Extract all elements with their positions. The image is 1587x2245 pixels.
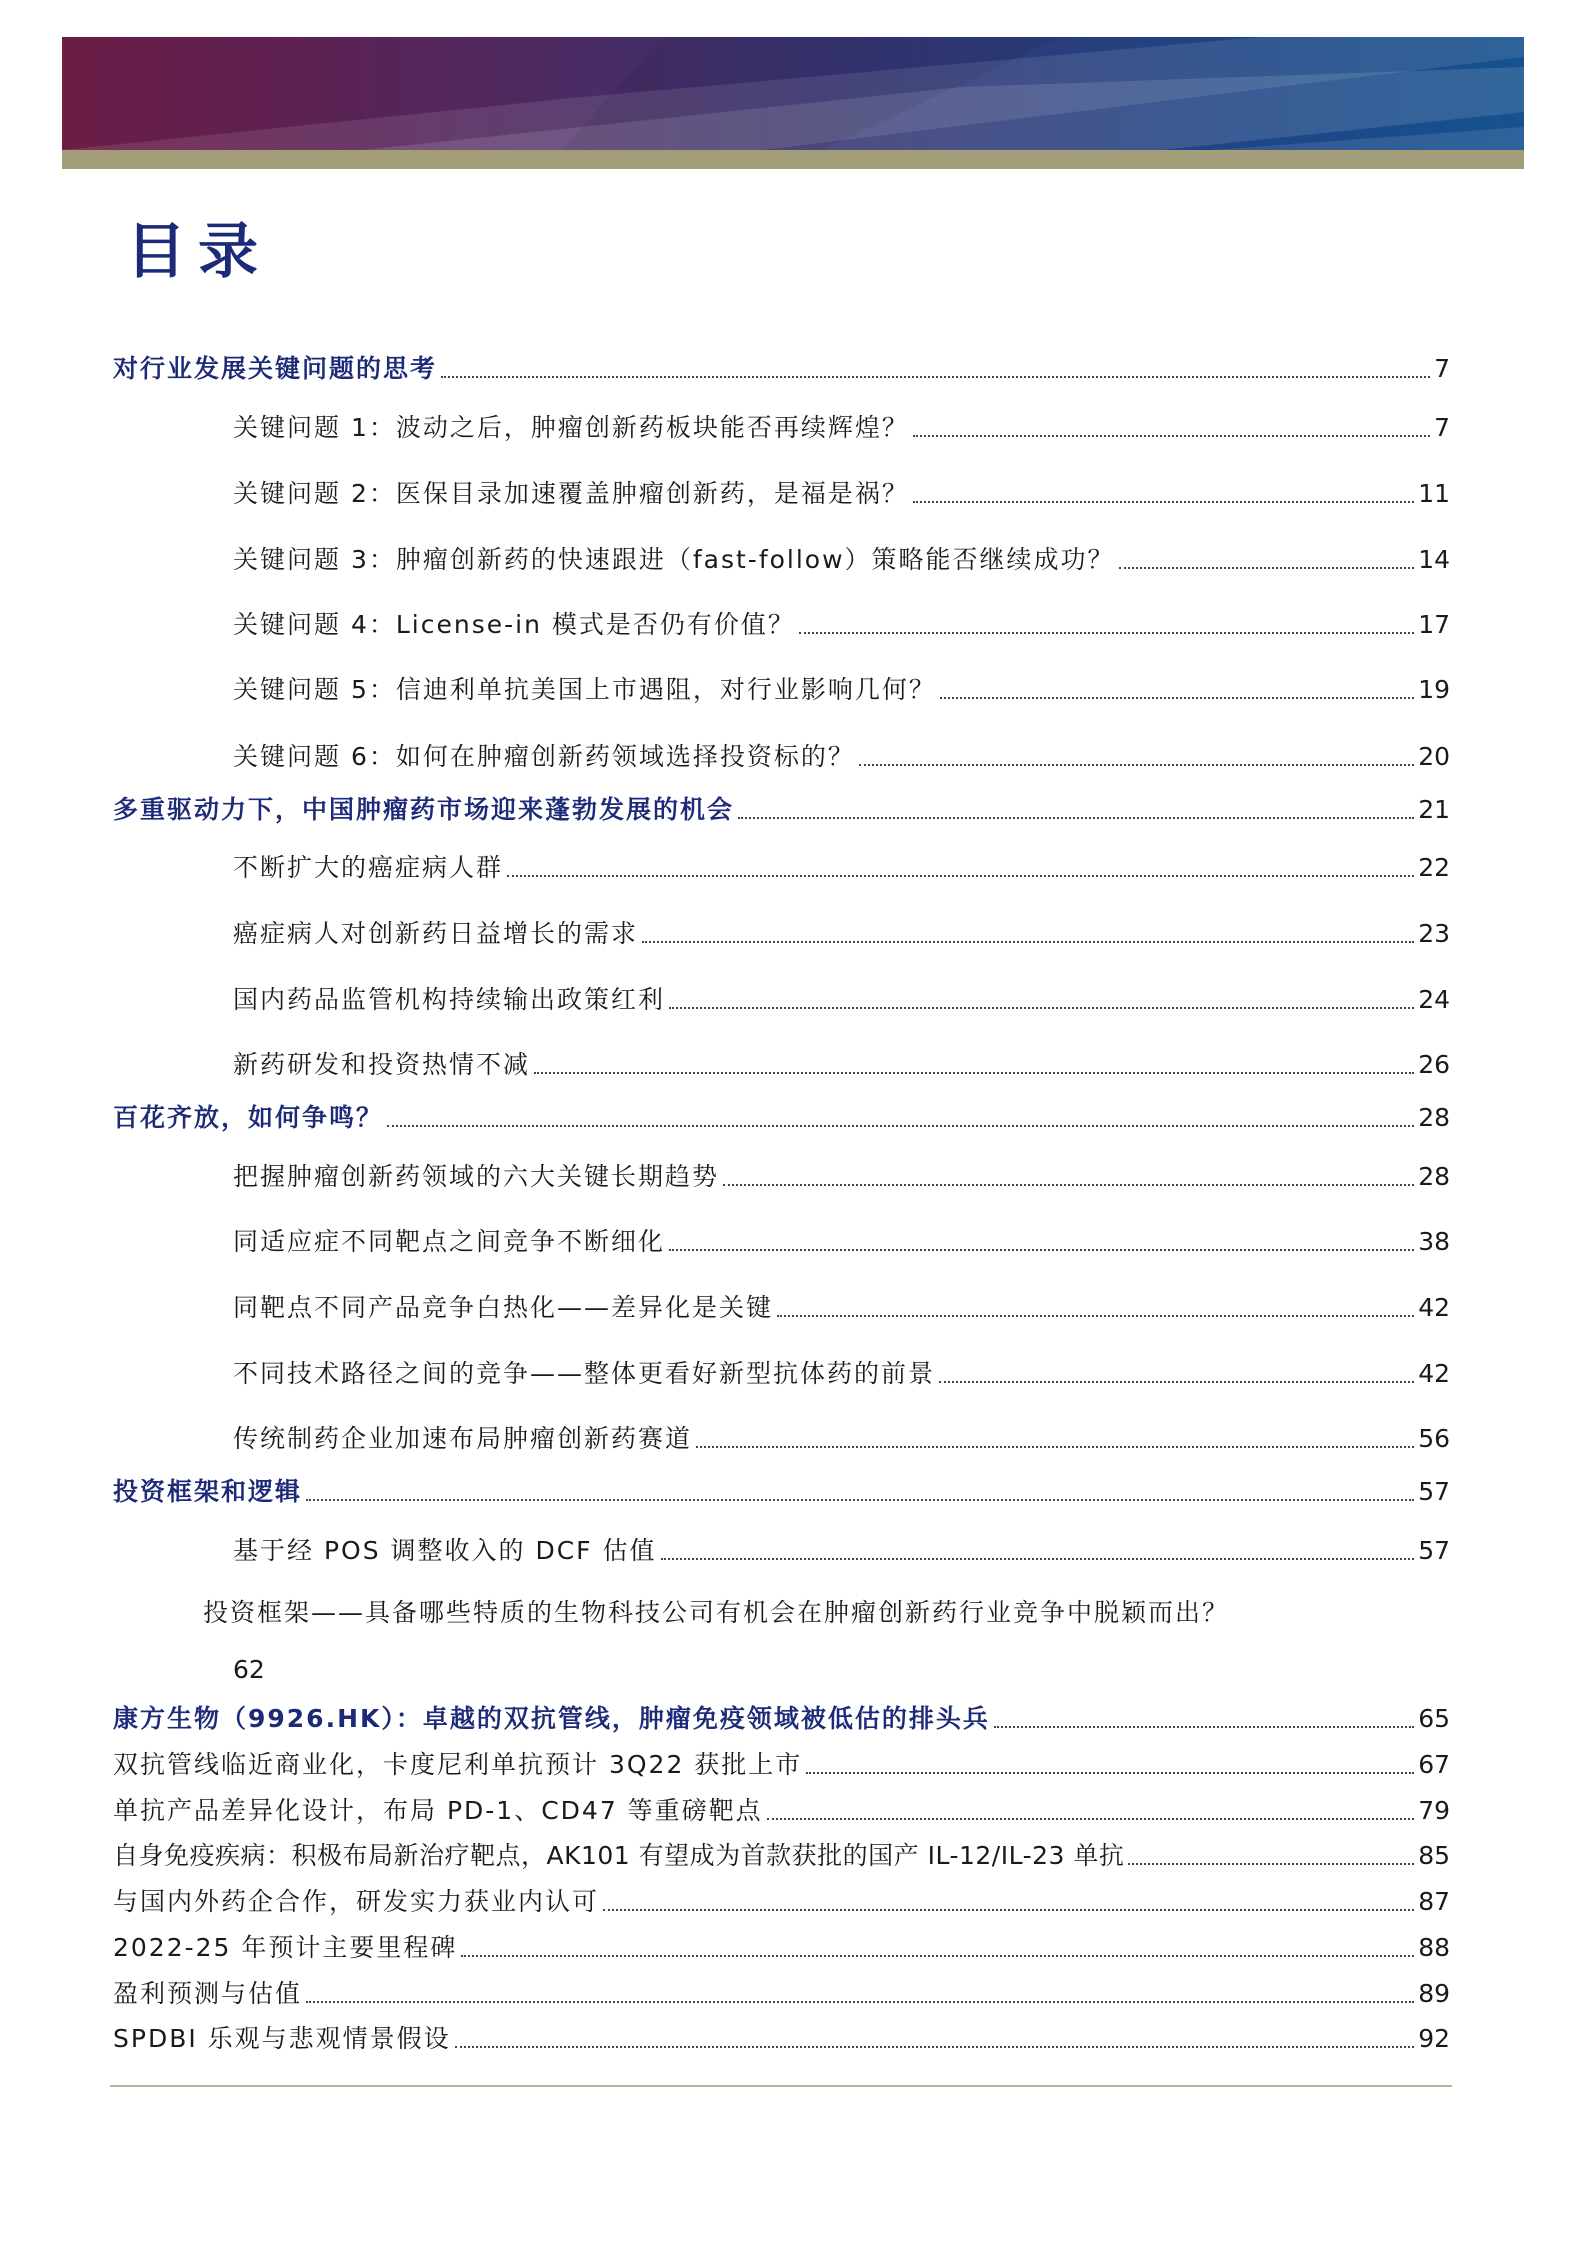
- toc-entry-page: 88: [1418, 1933, 1450, 1962]
- toc-entry-label: 投资框架——具备哪些特质的生物科技公司有机会在肿瘤创新药行业竞争中脱颖而出？: [203, 1598, 1230, 1627]
- toc-leader: [603, 1909, 1414, 1911]
- toc-entry-page: 7: [1434, 354, 1450, 383]
- toc-entry-page: 67: [1418, 1750, 1450, 1779]
- toc-entry-label: 关键问题 3：肿瘤创新药的快速跟进（fast-follow）策略能否继续成功？: [233, 545, 1115, 574]
- toc-entry-page: 89: [1418, 1979, 1450, 2008]
- toc-leader: [723, 1184, 1414, 1186]
- toc-entry-label: 不同技术路径之间的竞争——整体更看好新型抗体药的前景: [233, 1359, 936, 1388]
- toc-entry-label: 百花齐放，如何争鸣？: [113, 1103, 384, 1132]
- toc-entry-page: 42: [1418, 1359, 1450, 1388]
- toc-leader: [940, 697, 1414, 699]
- toc-entry-label: 多重驱动力下，中国肿瘤药市场迎来蓬勃发展的机会: [113, 795, 735, 824]
- toc-entry[interactable]: [113, 1474, 1450, 1510]
- toc-entry-page: 57: [1418, 1477, 1450, 1506]
- toc-leader: [669, 1249, 1414, 1251]
- toc-entry-label: 新药研发和投资热情不减: [233, 1050, 531, 1079]
- toc-entry[interactable]: [113, 1884, 1450, 1920]
- toc-leader: [859, 764, 1414, 766]
- toc-leader: [642, 941, 1414, 943]
- toc-entry[interactable]: [113, 1930, 1450, 1966]
- toc-entry[interactable]: [233, 739, 1450, 775]
- toc-leader: [799, 632, 1414, 634]
- toc-entry[interactable]: [233, 410, 1450, 446]
- toc-leader: [1119, 567, 1415, 569]
- toc-entry[interactable]: [233, 1224, 1450, 1260]
- toc-leader: [767, 1818, 1415, 1820]
- toc-entry-label: 关键问题 1：波动之后，肿瘤创新药板块能否再续辉煌？: [233, 413, 909, 442]
- toc-leader: [777, 1315, 1414, 1317]
- toc-entry[interactable]: [233, 1159, 1450, 1195]
- toc-entry-page: 20: [1418, 742, 1450, 771]
- toc-leader: [806, 1772, 1414, 1774]
- toc-entry-page: 56: [1418, 1424, 1450, 1453]
- toc-entry-label: 盈利预测与估值: [113, 1979, 303, 2008]
- toc-leader: [913, 435, 1430, 437]
- toc-leader: [661, 1558, 1415, 1560]
- toc-entry-label: 癌症病人对创新药日益增长的需求: [233, 919, 639, 948]
- toc-entry[interactable]: [113, 351, 1450, 387]
- toc-entry[interactable]: [233, 916, 1450, 952]
- toc-entry[interactable]: [233, 476, 1450, 512]
- toc-entry-label: 康方生物（9926.HK）：卓越的双抗管线，肿瘤免疫领域被低估的排头兵: [113, 1704, 990, 1733]
- toc-entry[interactable]: [233, 1356, 1450, 1392]
- toc-entry-page: 85: [1418, 1841, 1450, 1870]
- toc-entry-label: SPDBI 乐观与悲观情景假设: [113, 2024, 451, 2053]
- toc-entry-page: 17: [1418, 610, 1450, 639]
- toc-entry-label: 把握肿瘤创新药领域的六大关键长期趋势: [233, 1162, 720, 1191]
- toc-entry-label: 基于经 POS 调整收入的 DCF 估值: [233, 1536, 657, 1565]
- toc-entry-label: 国内药品监管机构持续输出政策红利: [233, 985, 666, 1014]
- toc-leader: [455, 2046, 1415, 2048]
- toc-entry-label: 传统制药企业加速布局肿瘤创新药赛道: [233, 1424, 693, 1453]
- toc-leader: [913, 501, 1414, 503]
- toc-entry-page: 14: [1418, 545, 1450, 574]
- toc-entry-label: 与国内外药企合作，研发实力获业内认可: [113, 1887, 600, 1916]
- toc-entry-page: 62: [233, 1655, 265, 1684]
- toc-entry[interactable]: [113, 1838, 1450, 1874]
- toc-leader: [1128, 1863, 1414, 1865]
- toc-entry-page: 11: [1418, 479, 1450, 508]
- toc-entry-label: 不断扩大的癌症病人群: [233, 853, 504, 882]
- toc-entry-page: 42: [1418, 1293, 1450, 1322]
- toc-leader: [461, 1955, 1414, 1957]
- toc-entry-page: 23: [1418, 919, 1450, 948]
- toc-leader: [387, 1125, 1414, 1127]
- toc-entry-label: 2022-25 年预计主要里程碑: [113, 1933, 458, 1962]
- toc-entry-page: 57: [1418, 1536, 1450, 1565]
- toc-leader: [738, 817, 1414, 819]
- toc-entry-page: 22: [1418, 853, 1450, 882]
- toc-entry-label: 关键问题 6：如何在肿瘤创新药领域选择投资标的？: [233, 742, 855, 771]
- toc-leader: [669, 1007, 1414, 1009]
- toc-entry-page: 7: [1434, 413, 1450, 442]
- toc-entry-label: 同靶点不同产品竞争白热化——差异化是关键: [233, 1293, 774, 1322]
- toc-entry-label: 双抗管线临近商业化，卡度尼利单抗预计 3Q22 获批上市: [113, 1750, 803, 1779]
- toc-entry-page: 38: [1418, 1227, 1450, 1256]
- toc-entry-wrapped[interactable]: [203, 1595, 1450, 1631]
- toc-leader: [507, 875, 1414, 877]
- page-title: 目录: [126, 217, 270, 287]
- footer-divider: [110, 2085, 1452, 2087]
- toc-entry[interactable]: [113, 1976, 1450, 2012]
- toc-entry-page: 65: [1418, 1704, 1450, 1733]
- toc-entry-label: 关键问题 4：License-in 模式是否仍有价值？: [233, 610, 795, 639]
- toc-entry[interactable]: [233, 1047, 1450, 1083]
- toc-entry-page: 19: [1418, 675, 1450, 704]
- toc-entry[interactable]: [233, 1421, 1450, 1457]
- toc-entry-label: 关键问题 2：医保目录加速覆盖肿瘤创新药，是福是祸？: [233, 479, 909, 508]
- toc-entry[interactable]: [113, 1100, 1450, 1136]
- toc-entry[interactable]: [233, 607, 1450, 643]
- toc-leader: [994, 1726, 1414, 1728]
- toc-leader: [441, 376, 1430, 378]
- toc-entry-page: 28: [1418, 1162, 1450, 1191]
- toc-leader: [306, 1499, 1414, 1501]
- toc-entry-page: 26: [1418, 1050, 1450, 1079]
- toc-entry[interactable]: [113, 1747, 1450, 1783]
- toc-entry-page: 87: [1418, 1887, 1450, 1916]
- toc-entry-label: 关键问题 5：信迪利单抗美国上市遇阻，对行业影响几何？: [233, 675, 936, 704]
- toc-leader: [696, 1446, 1414, 1448]
- toc-entry-page: 28: [1418, 1103, 1450, 1132]
- toc-entry-label: 自身免疫疾病：积极布局新治疗靶点，AK101 有望成为首款获批的国产 IL-12/IL-23 单抗: [113, 1841, 1125, 1870]
- toc-leader: [534, 1072, 1414, 1074]
- toc-entry-page: 92: [1418, 2024, 1450, 2053]
- toc-entry-page: 79: [1418, 1796, 1450, 1825]
- toc-entry-label: 单抗产品差异化设计，布局 PD-1、CD47 等重磅靶点: [113, 1796, 763, 1825]
- toc-entry[interactable]: [113, 1793, 1450, 1829]
- toc-entry-label: 同适应症不同靶点之间竞争不断细化: [233, 1227, 666, 1256]
- toc-leader: [939, 1381, 1414, 1383]
- toc-entry-label: 投资框架和逻辑: [113, 1477, 303, 1506]
- toc-entry[interactable]: [233, 1290, 1450, 1326]
- toc-leader: [306, 2001, 1414, 2003]
- toc-entry[interactable]: [233, 1533, 1450, 1569]
- toc-entry-label: 对行业发展关键问题的思考: [113, 354, 438, 383]
- toc-entry[interactable]: [113, 792, 1450, 828]
- toc-entry[interactable]: [233, 542, 1450, 578]
- toc-entry[interactable]: [233, 672, 1450, 708]
- toc-entry-page: 24: [1418, 985, 1450, 1014]
- toc-entry[interactable]: [233, 982, 1450, 1018]
- toc-entry[interactable]: [113, 1701, 1450, 1737]
- toc-entry[interactable]: [233, 850, 1450, 886]
- toc-entry-wrapped-page: [233, 1652, 265, 1688]
- toc-entry[interactable]: [113, 2021, 1450, 2057]
- toc-entry-page: 21: [1418, 795, 1450, 824]
